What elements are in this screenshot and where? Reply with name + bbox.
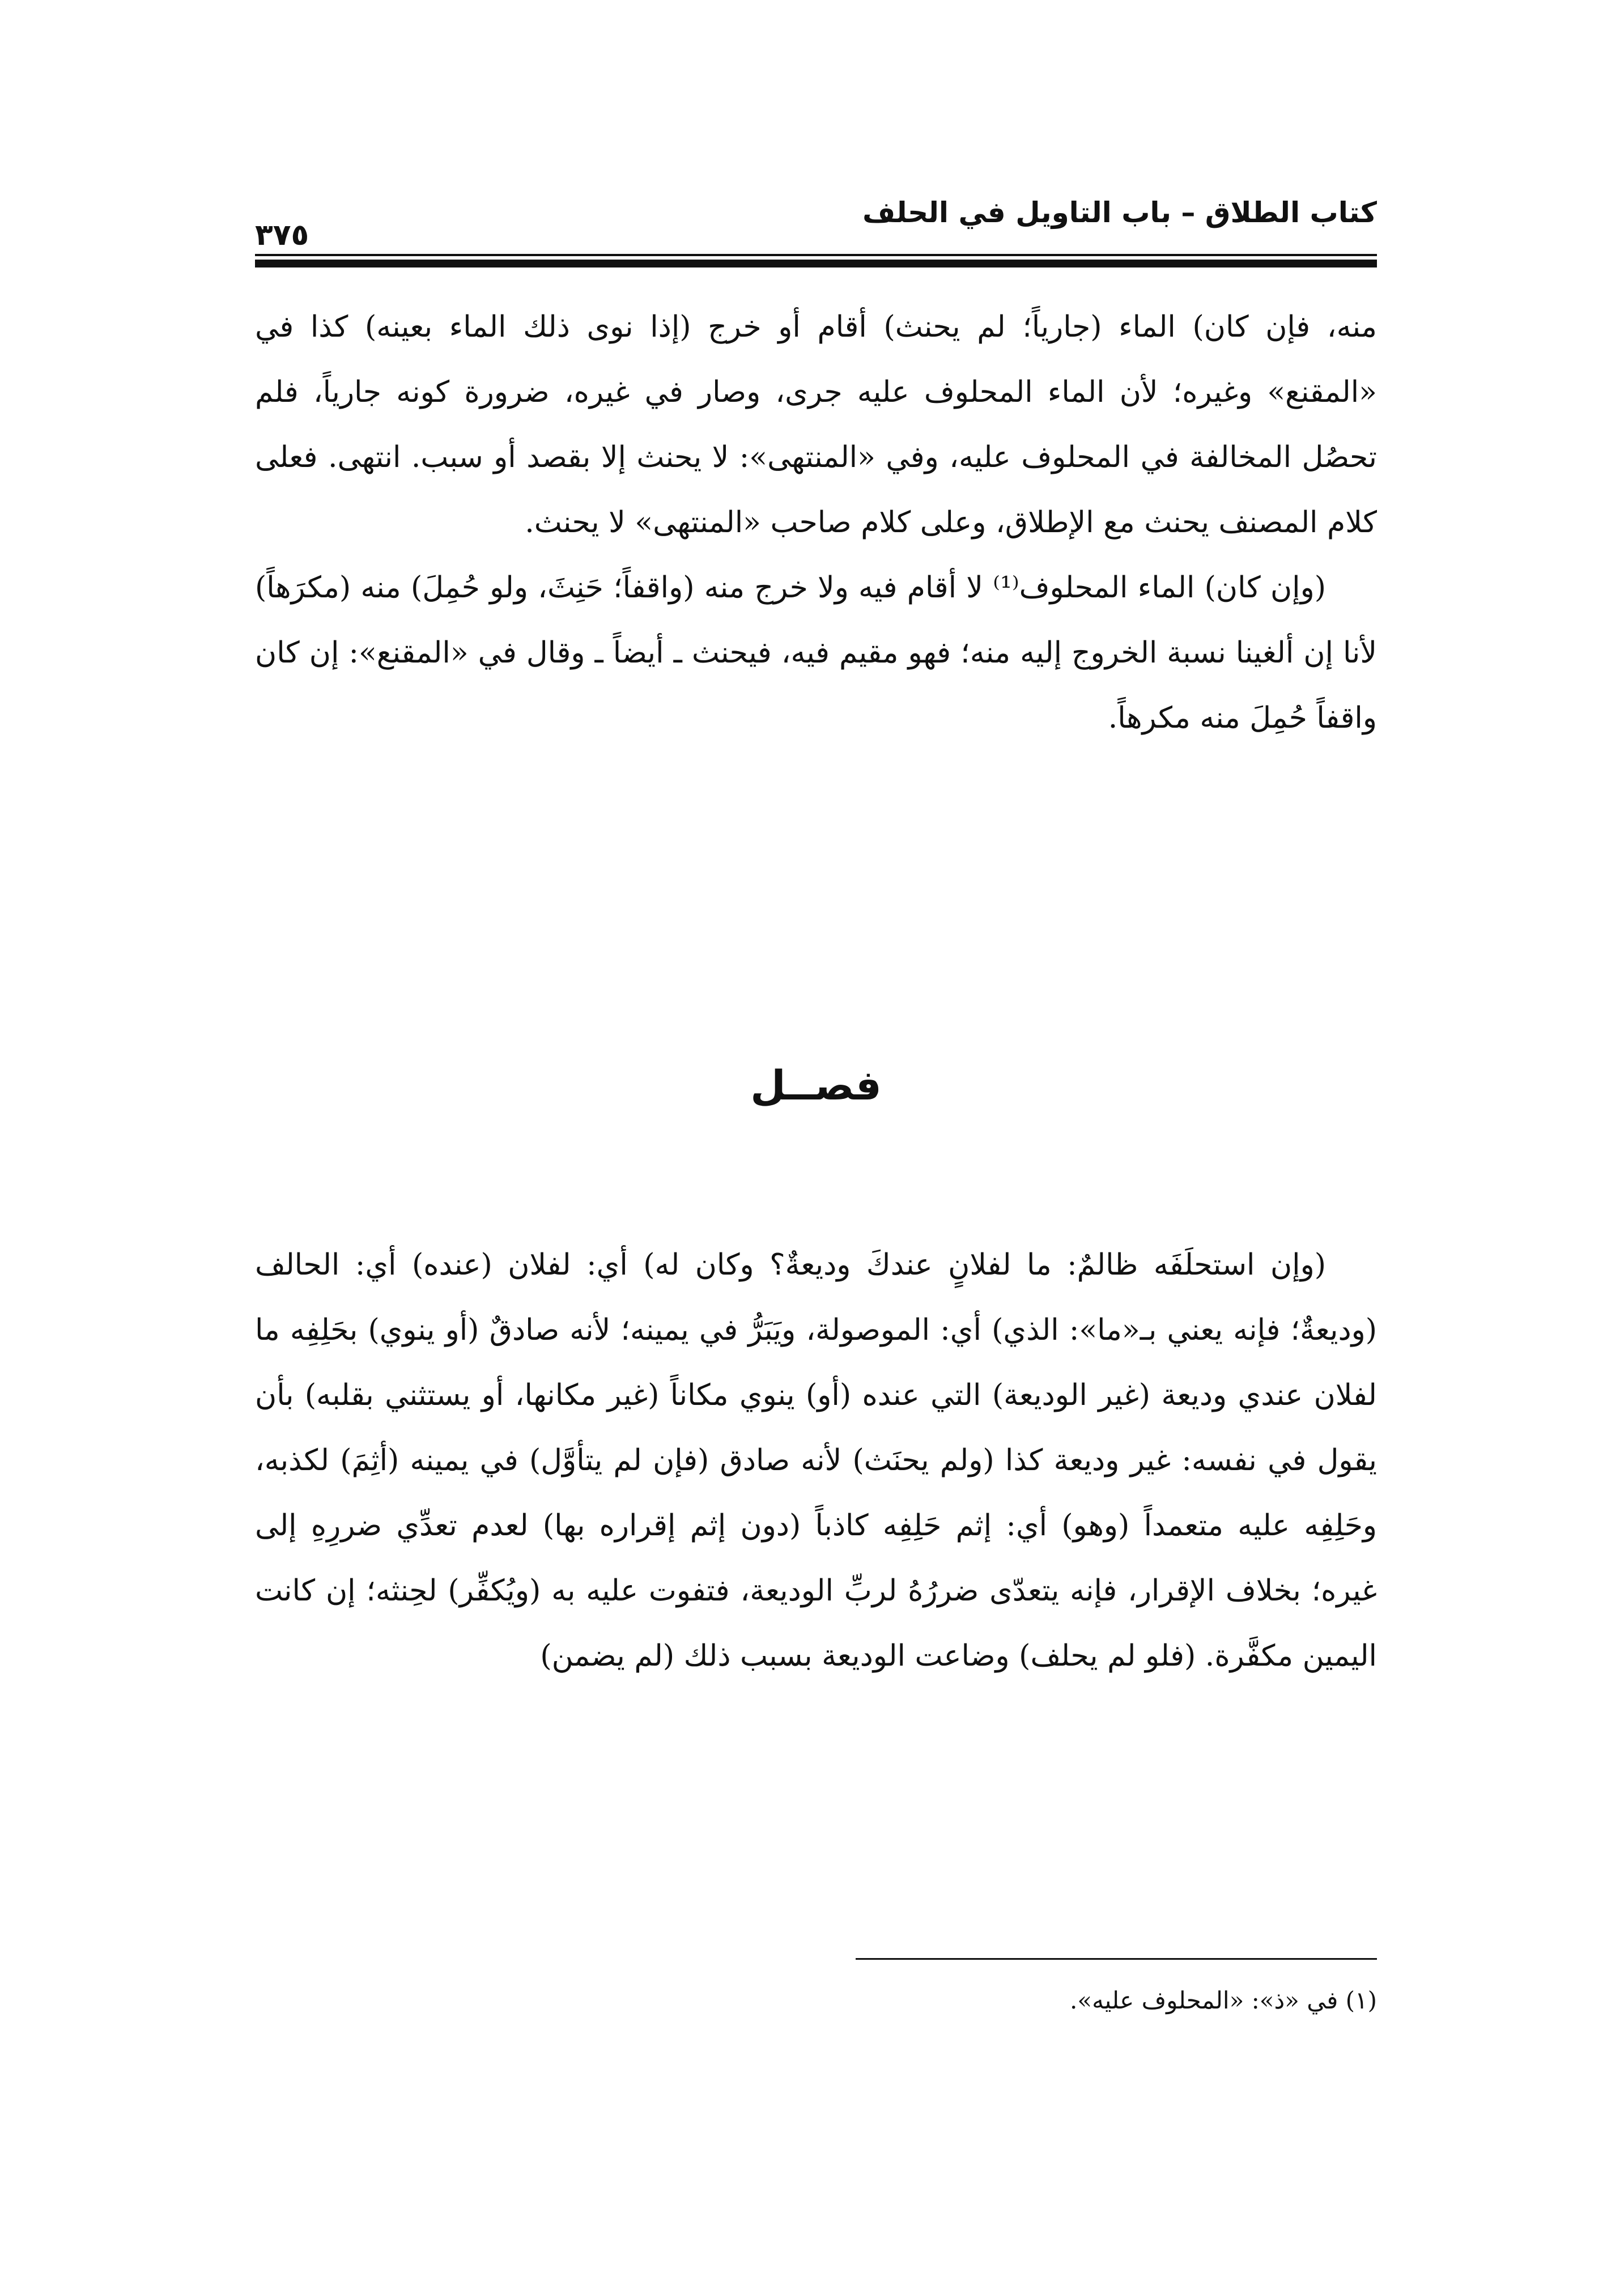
paragraph: منه، فإن كان) الماء (جارياً؛ لم يحنث) أقام أو خرج (إذا نوى ذلك الماء بعينه) كذا في «المقنع» وغيره؛ لأن الماء المحلوف عليه جرى، وصار في غيره، ضرورة كونه جارياً، فلم تحصُل المخالفة في المحلوف عليه، وفي «المنتهى»: لا يحنث إلا بقصد أو سبب. انتهى. فعلى كلام المصنف يحنث مع الإطلاق، وعلى كلام صاحب «المنتهى» لا يحنث. xyxy=(255,310,1377,540)
running-title: كتاب الطلاق – باب التاويل في الحلف xyxy=(862,196,1377,229)
paragraph: (وإن استحلَفَه ظالمٌ: ما لفلانٍ عندكَ وديعةٌ؟ وكان له) أي: لفلان (عنده) أي: الحالف (وديعةٌ؛ فإنه يعني بـ«ما»: الذي) أي: الموصولة، ويَبَرُّ في يمينه؛ لأنه صادقٌ (أو ينوي) بحَلِفِه ما لفلان عندي وديعة (غير الوديعة) التي عنده (أو) ينوي مكاناً (غير مكانها، أو يستثني بقلبه) بأن يقول في نفسه: غير وديعة كذا (ولم يحنَث) لأنه صادق (فإن لم يتأوَّل) في يمينه (أثِمَ) لكذبه، وحَلِفِه عليه متعمداً (وهو) أي: إثم حَلِفِه كاذباً (دون إثم إقراره بها) لعدم تعدِّي ضررِهِ إلى غيره؛ بخلاف الإقرار، فإنه يتعدّى ضررُهُ لربِّ الوديعة، فتفوت عليه به (ويُكفِّر) لحِنثه؛ إن كانت اليمين مكفَّرة. (فلو لم يحلف) وضاعت الوديعة بسبب ذلك (لم يضمن) xyxy=(255,1248,1377,1673)
header-rule-thin xyxy=(255,254,1377,256)
paragraph: (وإن كان) الماء المحلوف⁽¹⁾ لا أقام فيه ولا خرج منه (واقفاً؛ حَنِثَ، ولو حُمِلَ) منه (مكرَهاً) لأنا إن ألغينا نسبة الخروج إليه منه؛ فهو مقيم فيه، فيحنث ـ أيضاً ـ وقال في «المقنع»: إن كان واقفاً حُمِلَ منه مكرهاً. xyxy=(255,571,1377,735)
section-heading: فصــل xyxy=(750,1061,882,1109)
header-rule-thick xyxy=(255,260,1377,267)
footnote: (١) في «ذ»: «المحلوف عليه». xyxy=(1070,1986,1377,2014)
section-text-block xyxy=(255,1233,1377,1689)
page-number: ٣٧٥ xyxy=(255,218,309,252)
main-text-block xyxy=(255,295,1377,751)
page-header xyxy=(255,193,1377,261)
footnote-separator xyxy=(856,1958,1377,1960)
